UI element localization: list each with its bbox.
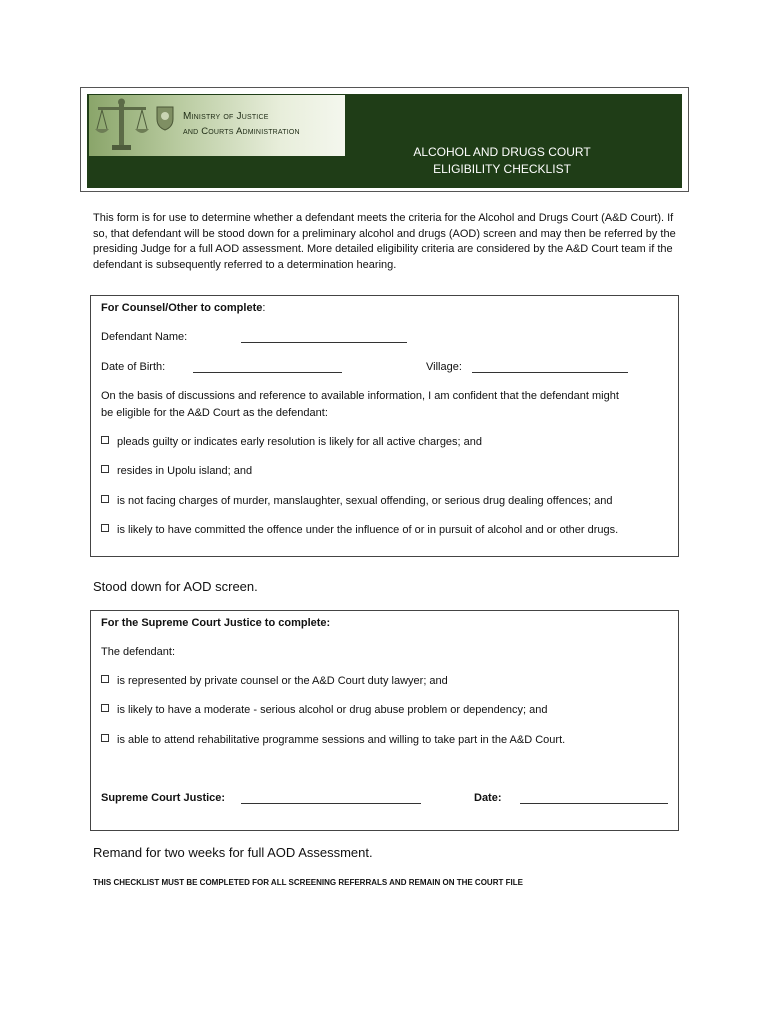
criterion-text: is not facing charges of murder, manslaughter, sexual offending, or serious drug dealing offences; and [117, 495, 613, 507]
counsel-heading-colon: : [262, 302, 266, 314]
justice-signature-label: Supreme Court Justice: [101, 792, 226, 804]
eligibility-statement-line-2: be eligible for the A&D Court as the defendant: [101, 407, 328, 419]
checkbox[interactable] [101, 704, 109, 712]
stood-down-note: Stood down for AOD screen. [93, 579, 258, 594]
criterion-text: is likely to have committed the offence under the influence of or in pursuit of alcohol and or other drugs. [117, 524, 619, 536]
justice-criterion [101, 734, 565, 746]
form-title [392, 144, 612, 178]
criterion-text: pleads guilty or indicates early resolution is likely for all active charges; and [117, 436, 483, 448]
footer-note: THIS CHECKLIST MUST BE COMPLETED FOR ALL SCREENING REFERRALS AND REMAIN ON THE COURT FILE [93, 878, 523, 887]
form-title-line-1: ALCOHOL AND DRUGS COURT [413, 145, 591, 159]
justice-intro: The defendant: [101, 646, 176, 658]
counsel-criterion [101, 495, 613, 507]
date-label: Date: [474, 792, 502, 804]
scales-of-justice-icon [92, 97, 152, 155]
counsel-criterion [101, 465, 252, 477]
checkbox[interactable] [101, 524, 109, 532]
counsel-criterion [101, 436, 482, 448]
justice-criterion [101, 675, 448, 687]
village-label: Village: [426, 361, 462, 373]
checkbox[interactable] [101, 436, 109, 444]
ministry-logo [89, 95, 345, 156]
checkbox[interactable] [101, 495, 109, 503]
justice-heading: For the Supreme Court Justice to complete: [101, 617, 331, 629]
checkbox[interactable] [101, 465, 109, 473]
defendant-name-label: Defendant Name: [101, 331, 188, 343]
counsel-heading [101, 302, 265, 314]
checkbox[interactable] [101, 734, 109, 742]
criterion-text: is likely to have a moderate - serious alcohol or drug abuse problem or dependency; and [117, 704, 548, 716]
eligibility-statement-line-1: On the basis of discussions and reference to available information, I am confident that the defendant might [101, 390, 619, 402]
form-title-line-2: ELIGIBILITY CHECKLIST [433, 162, 571, 176]
date-field[interactable] [520, 793, 668, 804]
dob-field[interactable] [193, 362, 342, 373]
village-field[interactable] [472, 362, 628, 373]
justice-criterion [101, 704, 547, 716]
counsel-criterion [101, 524, 618, 536]
criterion-text: is represented by private counsel or the A&D Court duty lawyer; and [117, 675, 448, 687]
justice-signature-field[interactable] [241, 793, 421, 804]
dob-label: Date of Birth: [101, 361, 166, 373]
crest-icon [155, 105, 175, 131]
criterion-text: is able to attend rehabilitative programme sessions and willing to take part in the A&D Court. [117, 734, 566, 746]
intro-paragraph: This form is for use to determine whether a defendant meets the criteria for the Alcohol and Drugs Court (A&D Court). If so, that defendant will be stood down for a preliminary alcohol and drugs (AOD) screen and may then be referred by the presiding Judge for a full AOD assessment. More detailed eligibility criteria are considered by the A&D Court team if the defendant is subsequently referred to a determination hearing. [93, 212, 676, 271]
defendant-name-field[interactable] [241, 332, 407, 343]
logo-line-2: and Courts Administration [183, 126, 300, 137]
criterion-text: resides in Upolu island; and [117, 465, 253, 477]
logo-line-1: Ministry of Justice [183, 111, 269, 122]
checkbox[interactable] [101, 675, 109, 683]
remand-note: Remand for two weeks for full AOD Assessment. [93, 845, 373, 860]
counsel-heading-text: For Counsel/Other to complete [101, 302, 263, 314]
